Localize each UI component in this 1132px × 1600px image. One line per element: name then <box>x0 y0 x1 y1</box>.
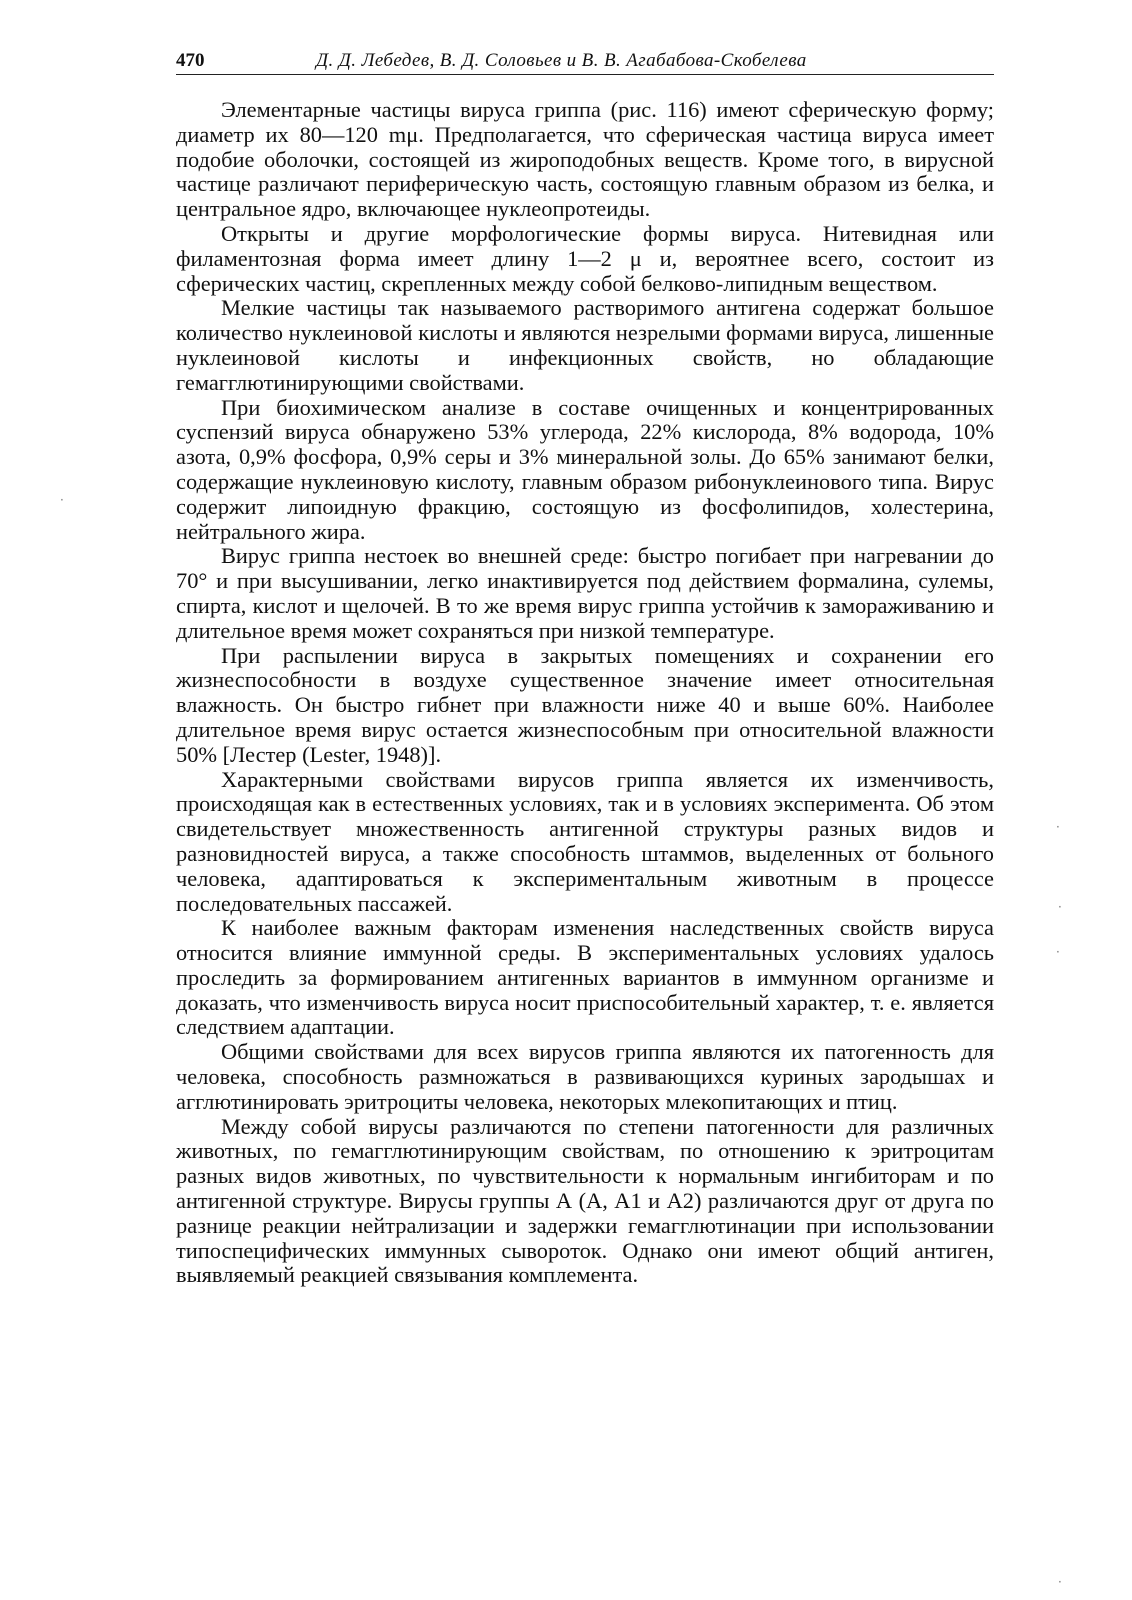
paragraph: Вирус гриппа нестоек во внешней среде: быстро погибает при нагревании до 70° и при высушивании, легко инактивируется под действием формалина, сулемы, спирта, кислот и щелочей. В то же время вирус гриппа устойчив к замораживанию и длительное время может сохраняться при низкой температуре. <box>176 543 994 643</box>
paragraph: Общими свойствами для всех вирусов гриппа являются их патогенность для человека, способность размножаться в развивающихся куриных зародышах и агглютинировать эритроциты человека, некоторых млекопитающих и птиц. <box>176 1039 994 1114</box>
paragraph: При распылении вируса в закрытых помещениях и сохранении его жизнеспособности в воздухе существенное значение имеет относительная влажность. Он быстро гибнет при влажности ниже 40 и выше 60%. Наиболее длительное время вирус остается жизнеспособным при относительной влажности 50% [Лестер (Lester, 1948)]. <box>176 642 994 767</box>
page-number: 470 <box>176 50 205 71</box>
paragraph: Элементарные частицы вируса гриппа (рис. 116) имеют сферическую форму; диаметр их 80—120 mμ. Предполагается, что сферическая частица вируса имеет подобие оболочки, состоящей из жироподобных веществ. Кроме того, в вирусной частице различают периферическую часть, состоящую главным образом из белка, и центральное ядро, включающее нуклеопротеиды. <box>176 97 994 222</box>
paragraph: Между собой вирусы различаются по степени патогенности для различных животных, по гемагглютинирующим свойствам, по отношению к эритроцитам разных видов животных, по чувствительности к нормальным ингибиторам и по антигенной структуре. Вирусы группы А (А, А1 и А2) различаются друг от друга по разнице реакции нейтрализации и задержки гемагглютинации при использовании типоспецифических иммунных сывороток. Однако они имеют общий антиген, выявляемый реакцией связывания комплемента. <box>176 1113 994 1288</box>
paragraph: Характерными свойствами вирусов гриппа является их изменчивость, происходящая как в естественных условиях, так и в условиях эксперимента. Об этом свидетельствует множественность антигенной структуры разных видов и разновидностей вируса, а также способность штаммов, выделенных от больного человека, адаптироваться к экспериментальным животным в процессе последовательных пассажей. <box>176 766 994 916</box>
running-header <box>176 48 994 75</box>
paragraph: К наиболее важным факторам изменения наследственных свойств вируса относится влияние иммунной среды. В экспериментальных условиях удалось проследить за формированием антигенных вариантов в иммунном организме и доказать, что изменчивость вируса носит приспособительный характер, т. е. является следствием адаптации. <box>176 915 994 1040</box>
body-text <box>176 98 994 1288</box>
scan-speck: · <box>60 493 64 507</box>
scan-speck: · <box>1056 820 1060 834</box>
running-header-authors: Д. Д. Лебедев, В. Д. Соловьев и В. В. Агабабова-Скобелева <box>316 50 807 71</box>
paragraph: Открыты и другие морфологические формы вируса. Нитевидная или филаментозная форма имеет длину 1—2 μ и, вероятнее всего, состоит из сферических частиц, скрепленных между собой белково-липидным веществом. <box>176 220 994 296</box>
paragraph: При биохимическом анализе в составе очищенных и концентрированных суспензий вируса обнаружено 53% углерода, 22% кислорода, 8% водорода, 10% азота, 0,9% фосфора, 0,9% серы и 3% минеральной золы. До 65% занимают белки, содержащие нуклеиновую кислоту, главным образом рибонуклеинового типа. Вирус содержит липоидную фракцию, состоящую из фосфолипидов, холестерина, нейтрального жира. <box>176 394 994 544</box>
scan-speck: · <box>1056 945 1060 959</box>
paragraph: Мелкие частицы так называемого растворимого антигена содержат большое количество нуклеиновой кислоты и являются незрелыми формами вируса, лишенные нуклеиновой кислоты и инфекционных свойств, но обладающие гемагглютинирующими свойствами. <box>176 295 994 395</box>
scan-speck: · <box>1058 1575 1062 1589</box>
scan-speck: · <box>1058 900 1062 914</box>
